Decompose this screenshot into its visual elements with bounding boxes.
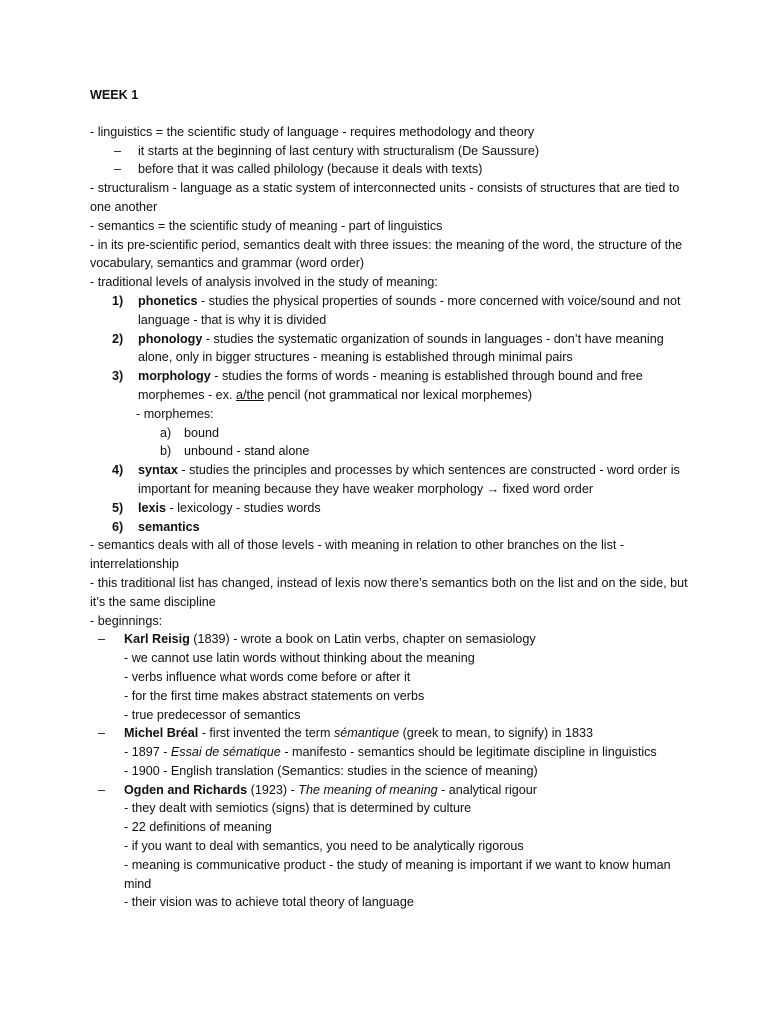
line-text: - studies the systematic organization of sounds in languages - don’t have meaning alone, only in bigger structures - meaning is established through minimal pairs [138, 331, 664, 365]
term: structuralism [97, 181, 170, 196]
line-text: = the scientific study of language - requires methodology and theory [152, 124, 535, 139]
lettered-item [90, 442, 690, 461]
term: Ogden and Richards [124, 782, 248, 797]
term: semantics [138, 519, 200, 534]
term: Michel Bréal [124, 726, 199, 741]
item-letter: a) [160, 425, 172, 440]
list-item: - traditional levels of analysis involved in the study of meaning: [90, 275, 438, 290]
line-text: - 1897 - [124, 745, 171, 760]
bullet-dash: – [98, 782, 106, 797]
line-text: - studies the principles and processes by which sentences are constructed - word order is important for meaning because they have weaker morphology → fixed word order [138, 463, 680, 496]
item-number: 2) [112, 331, 124, 346]
italic-text: The meaning of meaning [298, 782, 438, 797]
list-item: - beginnings: [90, 613, 163, 628]
page-title: WEEK 1 [90, 88, 139, 102]
line-text: (greek to mean, to signify) in 1833 [399, 726, 594, 741]
line-text: - first invented the term [198, 726, 334, 741]
line-text: = the scientific study of meaning - part of linguistics [154, 218, 443, 233]
sub-item [90, 743, 690, 762]
line-text: - manifesto - semantics should be legitimate discipline in linguistics [280, 745, 657, 760]
line-text: before that it was called philology (because it deals with texts) [138, 162, 483, 177]
list-item [90, 217, 690, 236]
sub-item: - meaning is communicative product - the study of meaning is important if we want to know human mind [124, 857, 671, 891]
sub-item: - 22 definitions of meaning [124, 820, 272, 835]
list-item [90, 160, 690, 179]
item-number: 1) [112, 293, 124, 308]
bullet-dash: – [98, 726, 106, 741]
list-item: - this traditional list has changed, instead of lexis now there’s semantics both on the list and on the side, but it’s the same discipline [90, 575, 688, 609]
numbered-item [90, 518, 690, 537]
sub-item: - morphemes: [136, 406, 214, 421]
term: Karl Reisig [124, 632, 190, 647]
line-text: bound [184, 425, 220, 440]
bullet-dash: – [114, 162, 122, 177]
sub-item: - if you want to deal with semantics, you need to be analytically rigorous [124, 839, 524, 854]
sub-item: - they dealt with semiotics (signs) that is determined by culture [124, 801, 472, 816]
list-item [90, 142, 690, 161]
term: phonetics [138, 293, 198, 308]
line-prefix: - [90, 181, 98, 196]
term: lexis [138, 500, 167, 515]
item-number: 3) [112, 369, 124, 384]
numbered-item [90, 461, 690, 499]
line-text: - studies the forms of words - meaning is established through bound and free morphemes - ex. [138, 369, 643, 402]
line-text: pencil (not grammatical nor lexical morphemes) [264, 387, 533, 402]
numbered-item [90, 292, 690, 330]
list-item [90, 630, 690, 649]
term: morphology [138, 369, 211, 384]
lettered-item [90, 424, 690, 443]
italic-text: Essai de sématique [170, 745, 281, 760]
list-item: - in its pre-scientific period, semantics dealt with three issues: the meaning of the word, the structure of the vocabulary, semantics and grammar (word order) [90, 237, 683, 271]
line-text: (1923) - [247, 782, 299, 797]
line-text: - analytical rigour [437, 782, 538, 797]
underlined-text: a/the [235, 387, 264, 402]
numbered-item [90, 499, 690, 518]
line-text: it starts at the beginning of last century with structuralism (De Saussure) [138, 143, 540, 158]
numbered-item [90, 367, 690, 405]
item-letter: b) [160, 444, 172, 459]
line-text: - language as a static system of interconnected units - consists of structures that are tied to one another [90, 181, 680, 214]
bullet-dash: – [98, 632, 106, 647]
sub-item: - for the first time makes abstract statements on verbs [124, 688, 425, 703]
line-text: - lexicology - studies words [166, 500, 321, 515]
sub-item: - verbs influence what words come before or after it [124, 669, 411, 684]
line-text: (1839) - wrote a book on Latin verbs, chapter on semasiology [189, 632, 536, 647]
term: semantics [97, 218, 155, 233]
document-body [90, 86, 690, 912]
list-item [90, 179, 690, 217]
term: syntax [138, 463, 178, 478]
list-item: - semantics deals with all of those levels - with meaning in relation to other branches on the list - interrelationship [90, 538, 625, 572]
sub-item: - we cannot use latin words without thinking about the meaning [124, 651, 475, 666]
sub-item: - 1900 - English translation (Semantics: studies in the science of meaning) [124, 763, 538, 778]
line-text: - studies the physical properties of sounds - more concerned with voice/sound and not language - that is why it is divided [138, 293, 681, 327]
list-item [90, 123, 690, 142]
term: phonology [138, 331, 203, 346]
item-number: 6) [112, 519, 124, 534]
item-number: 4) [112, 463, 124, 478]
line-prefix: - [90, 218, 98, 233]
sub-item: - their vision was to achieve total theory of language [124, 895, 414, 910]
line-prefix: - [90, 124, 98, 139]
list-item [90, 724, 690, 743]
italic-text: sémantique [334, 726, 400, 741]
numbered-item [90, 330, 690, 368]
term: linguistics [97, 124, 153, 139]
list-item [90, 781, 690, 800]
sub-item: - true predecessor of semantics [124, 707, 301, 722]
item-number: 5) [112, 500, 124, 515]
line-text: unbound - stand alone [184, 444, 310, 459]
bullet-dash: – [114, 143, 122, 158]
